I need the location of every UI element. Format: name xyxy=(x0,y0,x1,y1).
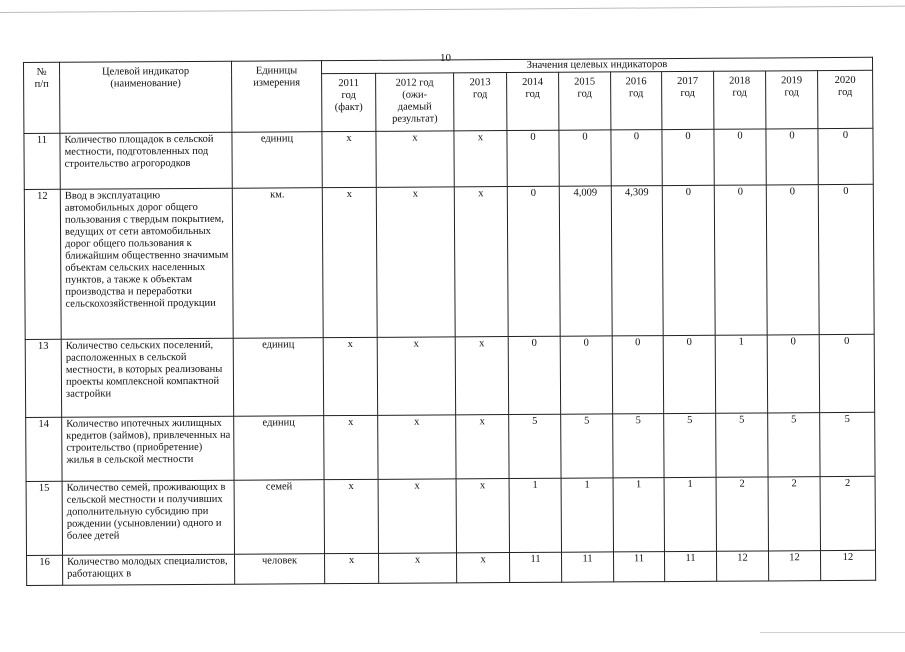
table-row xyxy=(27,550,876,585)
indicator-value: х xyxy=(378,479,456,553)
indicator-unit: единиц xyxy=(234,416,324,481)
indicator-value: 0 xyxy=(714,185,767,335)
row-number: 14 xyxy=(26,417,62,481)
indicator-value: 1 xyxy=(664,477,716,551)
table-row xyxy=(24,184,874,339)
table-row xyxy=(26,476,875,555)
indicator-value: 12 xyxy=(717,551,769,581)
indicator-value: х xyxy=(376,187,455,337)
indicator-value: х xyxy=(324,415,378,479)
header-unit: Единицы измерения xyxy=(231,61,321,133)
indicator-value: х xyxy=(454,131,507,187)
indicator-unit: единиц xyxy=(232,132,322,189)
indicator-value: 12 xyxy=(769,551,821,581)
indicator-value: х xyxy=(322,187,377,337)
indicator-value: 0 xyxy=(559,130,611,186)
indicator-value: х xyxy=(325,553,379,583)
indicator-value: х xyxy=(454,187,508,337)
indicator-value: 0 xyxy=(611,130,662,186)
header-values-group: Значения целевых индикаторов xyxy=(321,57,872,73)
indicator-value: 4,309 xyxy=(611,186,663,336)
indicator-name: Ввод в эксплуатацию автомобильных дорог общего пользования с твердым покрытием, ведущих от сети автомобильных дорог общего пользования к ближайшим общественно значимым объектам сельских населенных пунктов, а также к объектам производства и переработки сельскохозяйственной продукции xyxy=(60,188,233,339)
indicator-value: х xyxy=(324,479,378,553)
header-year-1: 2012 год (ожи- даемый результат) xyxy=(376,73,454,131)
indicator-value: 0 xyxy=(507,186,560,336)
header-year-8: 2019 год xyxy=(766,71,818,129)
scan-edge-top xyxy=(0,6,905,13)
row-number: 13 xyxy=(25,339,61,417)
indicator-value: 0 xyxy=(560,336,612,414)
indicator-value: 5 xyxy=(613,414,664,478)
indicator-value: 2 xyxy=(768,477,820,551)
table-header xyxy=(24,57,873,133)
indicator-value: 12 xyxy=(820,550,875,580)
indicator-name: Количество ипотечных жилищных кредитов (займов), привлеченных на строительство (приобретение) жилья в сельской местности xyxy=(62,416,234,481)
indicator-name: Количество молодых специалистов, работающих в xyxy=(63,554,235,585)
indicator-value: 5 xyxy=(768,413,820,477)
indicator-value: 2 xyxy=(716,477,768,551)
indicator-value: 0 xyxy=(508,336,560,414)
indicator-value: 0 xyxy=(766,185,819,335)
indicator-unit: км. xyxy=(232,188,323,339)
header-year-5: 2016 год xyxy=(611,72,662,130)
indicator-value: 5 xyxy=(664,413,716,477)
indicator-unit: семей xyxy=(234,480,324,555)
indicator-name: Количество семей, проживающих в сельской местности и получивших дополнительную субсидию при рождении (усыновлении) одного и более детей xyxy=(62,480,234,555)
indicator-value: 1 xyxy=(613,478,664,552)
indicator-value: х xyxy=(456,415,509,479)
indicator-value: 1 xyxy=(561,478,613,552)
indicator-table xyxy=(23,57,876,586)
row-number: 16 xyxy=(27,555,63,585)
indicator-unit: человек xyxy=(235,554,325,585)
indicator-value: 0 xyxy=(662,129,714,185)
table-row xyxy=(26,412,875,481)
indicator-value: 1 xyxy=(715,335,767,413)
indicator-value: 5 xyxy=(509,414,561,478)
table-row xyxy=(25,334,874,417)
indicator-value: 2 xyxy=(820,476,875,550)
indicator-value: 11 xyxy=(614,552,665,582)
row-number: 11 xyxy=(24,133,60,189)
indicator-value: 0 xyxy=(714,129,766,185)
header-year-0: 2011 год (факт) xyxy=(322,73,376,131)
header-year-6: 2017 год xyxy=(662,71,714,129)
indicator-value: 0 xyxy=(766,129,818,185)
table-body xyxy=(24,128,876,585)
indicator-value: 11 xyxy=(562,552,614,582)
header-indicator: Целевой индикатор (наименование) xyxy=(60,61,232,133)
indicator-value: 11 xyxy=(665,551,717,581)
header-year-3: 2014 год xyxy=(507,72,559,130)
indicator-value: 0 xyxy=(818,128,873,184)
table-row xyxy=(24,128,873,189)
row-number: 15 xyxy=(26,481,62,555)
indicator-value: х xyxy=(322,131,376,187)
indicator-value: 4,009 xyxy=(559,186,612,336)
indicator-value: 5 xyxy=(561,414,613,478)
page-number: 10 xyxy=(440,52,451,64)
indicator-value: 0 xyxy=(662,185,715,335)
indicator-name: Количество площадок в сельской местности, подготовленных под строительство агрогородков xyxy=(60,132,232,189)
indicator-value: х xyxy=(323,337,377,415)
indicator-value: 0 xyxy=(612,336,663,414)
indicator-value: 5 xyxy=(716,413,768,477)
indicator-value: х xyxy=(379,553,457,583)
indicator-value: 5 xyxy=(820,412,875,476)
indicator-value: х xyxy=(455,337,508,415)
indicator-table-container xyxy=(23,57,882,652)
indicator-value: х xyxy=(378,415,456,479)
indicator-value: х xyxy=(457,553,510,583)
indicator-value: х xyxy=(377,337,455,415)
row-number: 12 xyxy=(24,189,61,339)
indicator-value: х xyxy=(376,131,454,187)
indicator-value: 0 xyxy=(507,130,559,186)
indicator-value: 0 xyxy=(767,335,819,413)
indicator-value: 11 xyxy=(510,552,562,582)
header-year-9: 2020 год xyxy=(818,70,873,128)
indicator-value: 0 xyxy=(818,184,874,334)
indicator-value: 0 xyxy=(819,334,874,412)
header-year-7: 2018 год xyxy=(714,71,766,129)
header-year-4: 2015 год xyxy=(559,72,611,130)
header-year-2: 2013 год xyxy=(454,73,507,131)
indicator-value: х xyxy=(456,479,509,553)
indicator-value: 0 xyxy=(663,335,715,413)
indicator-name: Количество сельских поселений, расположенных в сельской местности, в которых реализованы проекты комплексной компактной застройки xyxy=(61,338,233,417)
indicator-value: 1 xyxy=(509,478,561,552)
header-num: № п/п xyxy=(24,62,60,133)
indicator-unit: единиц xyxy=(233,338,323,417)
